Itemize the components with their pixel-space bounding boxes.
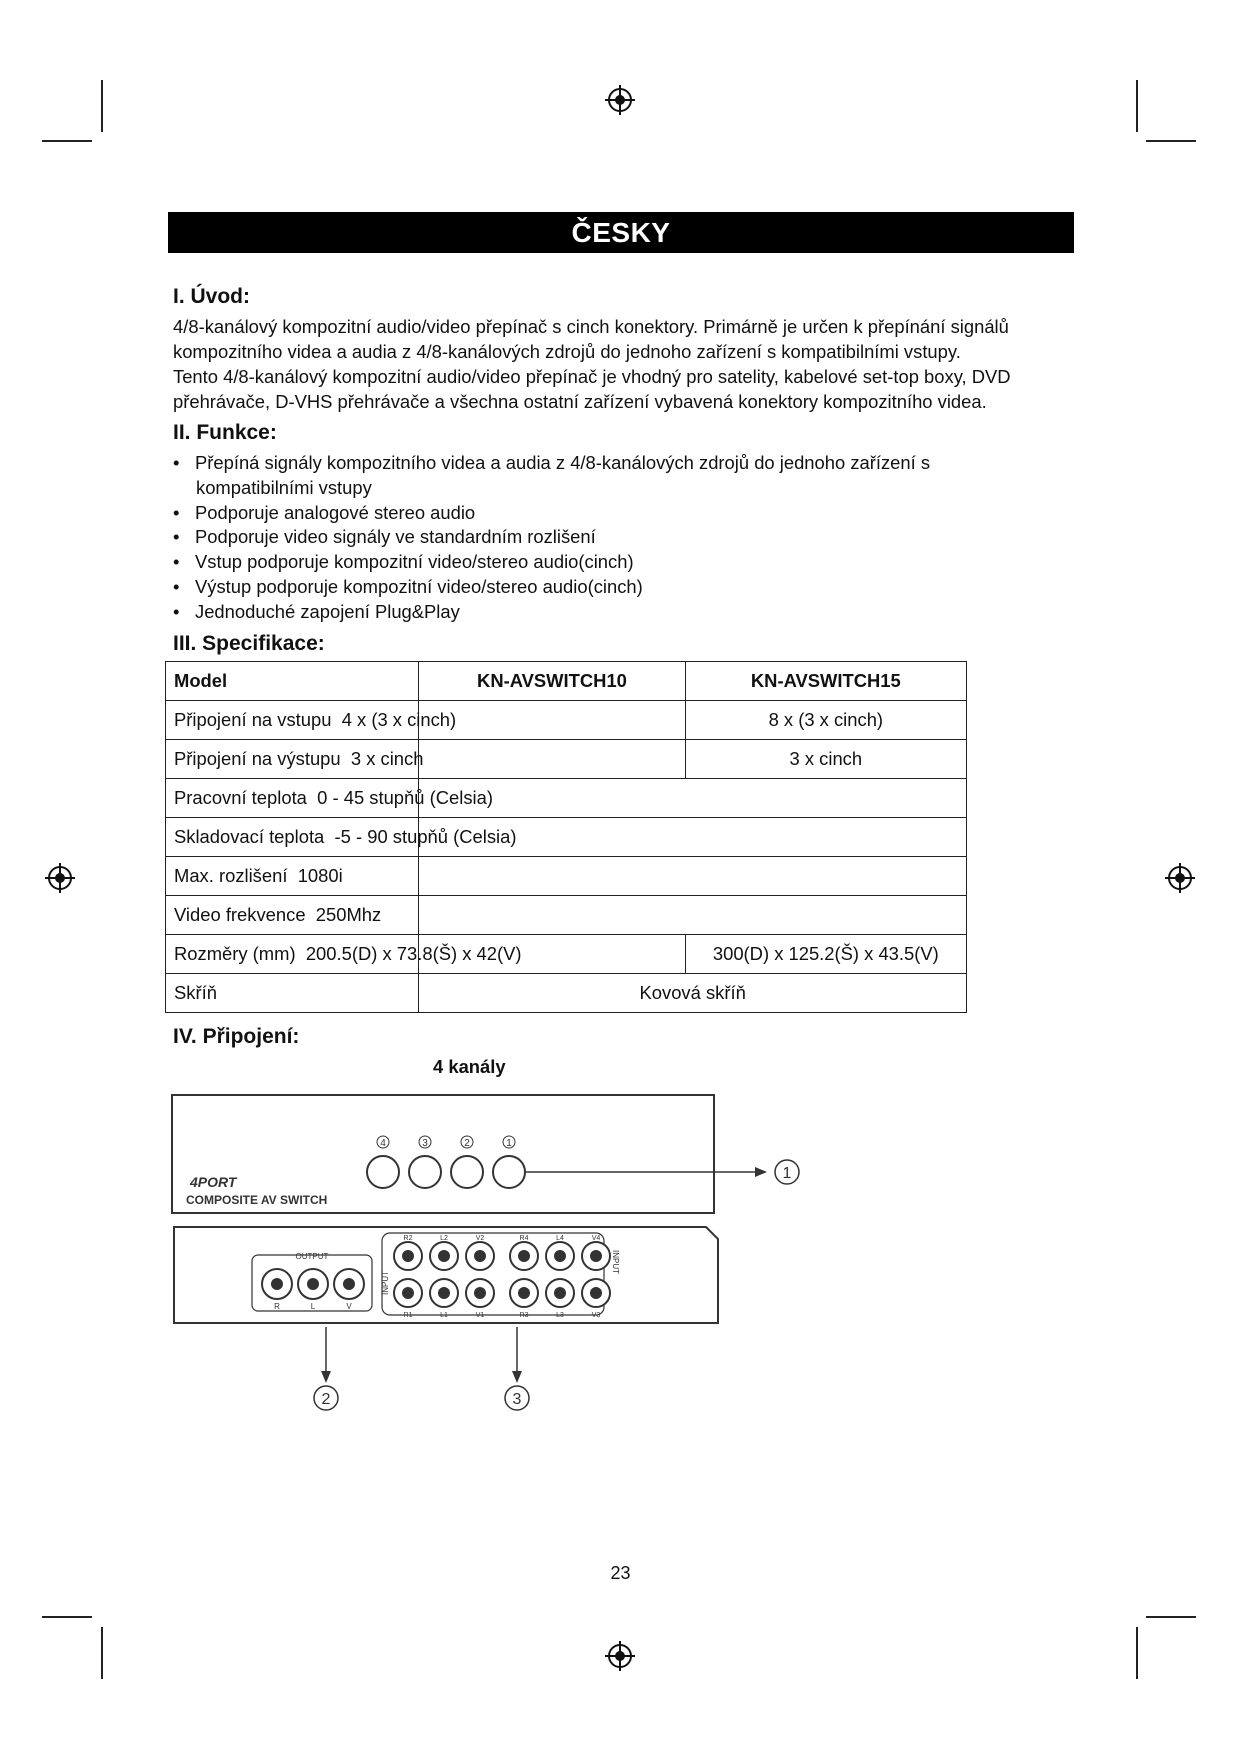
- table-row: [166, 740, 967, 779]
- callout-number: 3: [512, 1391, 522, 1408]
- front-label-text: COMPOSITE AV SWITCH: [186, 1193, 328, 1207]
- spec-label: Skříň: [166, 974, 419, 1013]
- intro-heading: I. Úvod:: [173, 285, 250, 308]
- features-heading: II. Funkce:: [173, 421, 277, 444]
- jack-label: R: [274, 1302, 280, 1311]
- connection-heading: IV. Připojení:: [173, 1025, 300, 1048]
- button-number: 1: [506, 1138, 512, 1149]
- table-header-cell: KN-AVSWITCH15: [685, 662, 966, 701]
- table-row: [166, 779, 967, 818]
- crop-mark: [1136, 1627, 1138, 1679]
- crop-mark: [42, 1616, 92, 1618]
- spec-label: Pracovní teplota 0 - 45 stupňů (Celsia): [166, 779, 419, 818]
- jack-label: L3: [556, 1312, 564, 1319]
- intro-text: [173, 314, 1093, 414]
- jack-label: V: [346, 1302, 352, 1311]
- table-header-cell: Model: [166, 662, 419, 701]
- crop-mark: [101, 1627, 103, 1679]
- selector-button: [451, 1156, 483, 1188]
- button-number: 2: [464, 1138, 470, 1149]
- spec-value: [419, 896, 967, 935]
- front-brand-text: 4PORT: [190, 1174, 237, 1190]
- page-number: 23: [610, 1563, 631, 1583]
- jack-label: V4: [591, 1235, 601, 1242]
- diagram-subtitle: 4 kanály: [433, 1056, 506, 1077]
- spec-value: [419, 740, 685, 779]
- spec-label: Rozměry (mm) 200.5(D) x 73.8(Š) x 42(V): [166, 935, 419, 974]
- specs-table: [165, 661, 967, 1013]
- jack-label: L1: [440, 1312, 448, 1319]
- jack-label: V2: [475, 1235, 485, 1242]
- selector-button: [493, 1156, 525, 1188]
- jack-label: L2: [440, 1235, 448, 1242]
- jack-label: R3: [519, 1312, 529, 1319]
- list-item: • Výstup podporuje kompozitní video/stereo audio(cinch): [173, 575, 1073, 600]
- jack-label: L: [310, 1302, 316, 1311]
- spec-value: [419, 779, 967, 818]
- callout-number: 1: [782, 1165, 792, 1182]
- output-label: OUTPUT: [295, 1252, 329, 1261]
- crop-mark: [1146, 140, 1196, 142]
- jack-label: L4: [556, 1235, 564, 1242]
- crop-mark: [101, 80, 103, 132]
- registration-mark-icon: [44, 862, 76, 894]
- input-label: INPUT: [611, 1250, 620, 1274]
- list-item: • Vstup podporuje kompozitní video/stereo audio(cinch): [173, 550, 1073, 575]
- spec-label: Připojení na vstupu 4 x (3 x cinch): [166, 701, 419, 740]
- selector-button: [367, 1156, 399, 1188]
- spec-value: 300(D) x 125.2(Š) x 43.5(V): [685, 935, 966, 974]
- button-number: 4: [380, 1138, 386, 1149]
- spec-label: Video frekvence 250Mhz: [166, 896, 419, 935]
- arrow-icon: [321, 1371, 331, 1383]
- list-item: • Podporuje video signály ve standardním rozlišení: [173, 525, 1073, 550]
- input-label: INPUT: [381, 1271, 390, 1295]
- crop-mark: [1136, 80, 1138, 132]
- jack-label: R4: [519, 1235, 529, 1242]
- spec-value: 3 x cinch: [685, 740, 966, 779]
- intro-line: 4/8-kanálový kompozitní audio/video přepínač s cinch konektory. Primárně je určen k přepínání signálů: [173, 316, 1009, 337]
- list-item-continuation: kompatibilními vstupy: [196, 476, 372, 498]
- intro-line: Tento 4/8-kanálový kompozitní audio/video přepínač je vhodný pro satelity, kabelové set-top boxy, DVD: [173, 366, 1011, 387]
- spec-value: Kovová skříň: [419, 974, 967, 1013]
- spec-value: [419, 701, 685, 740]
- spec-label: Max. rozlišení 1080i: [166, 857, 419, 896]
- registration-mark-icon: [604, 84, 636, 116]
- specs-heading: III. Specifikace:: [173, 632, 325, 655]
- intro-line: kompozitního videa a audia z 4/8-kanálových zdrojů do jednoho zařízení s kompatibilními vstupy.: [173, 341, 961, 362]
- output-jacks: [262, 1269, 364, 1311]
- table-row: [166, 857, 967, 896]
- table-row: [166, 974, 967, 1013]
- language-header: ČESKY: [168, 212, 1074, 253]
- table-row: [166, 896, 967, 935]
- arrow-icon: [512, 1371, 522, 1383]
- crop-mark: [42, 140, 92, 142]
- table-row: [166, 818, 967, 857]
- registration-mark-icon: [1164, 862, 1196, 894]
- jack-label: R2: [403, 1235, 413, 1242]
- spec-label: Skladovací teplota -5 - 90 stupňů (Celsia): [166, 818, 419, 857]
- jack-label: V1: [475, 1312, 485, 1319]
- table-row: [166, 701, 967, 740]
- spec-value: 8 x (3 x cinch): [685, 701, 966, 740]
- jack-label: V3: [591, 1312, 601, 1319]
- av-switch-diagram: [160, 1085, 810, 1415]
- spec-value: [419, 857, 967, 896]
- crop-mark: [1146, 1616, 1196, 1618]
- callout-number: 2: [321, 1391, 331, 1408]
- list-item: • Podporuje analogové stereo audio: [173, 501, 1073, 526]
- table-header-row: [166, 662, 967, 701]
- jack-label: R1: [403, 1312, 413, 1319]
- table-row: [166, 935, 967, 974]
- button-number: 3: [422, 1138, 428, 1149]
- list-item: • Přepíná signály kompozitního videa a audia z 4/8-kanálových zdrojů do jednoho zařízení s: [173, 451, 1073, 476]
- intro-line: přehrávače, D-VHS přehrávače a všechna ostatní zařízení vybavená konektory kompozitního videa.: [173, 391, 987, 412]
- features-list: [173, 451, 1073, 625]
- arrow-icon: [755, 1167, 767, 1177]
- registration-mark-icon: [604, 1640, 636, 1672]
- selector-button: [409, 1156, 441, 1188]
- list-item: • Jednoduché zapojení Plug&Play: [173, 600, 1073, 625]
- spec-label: Připojení na výstupu 3 x cinch: [166, 740, 419, 779]
- table-header-cell: KN-AVSWITCH10: [419, 662, 685, 701]
